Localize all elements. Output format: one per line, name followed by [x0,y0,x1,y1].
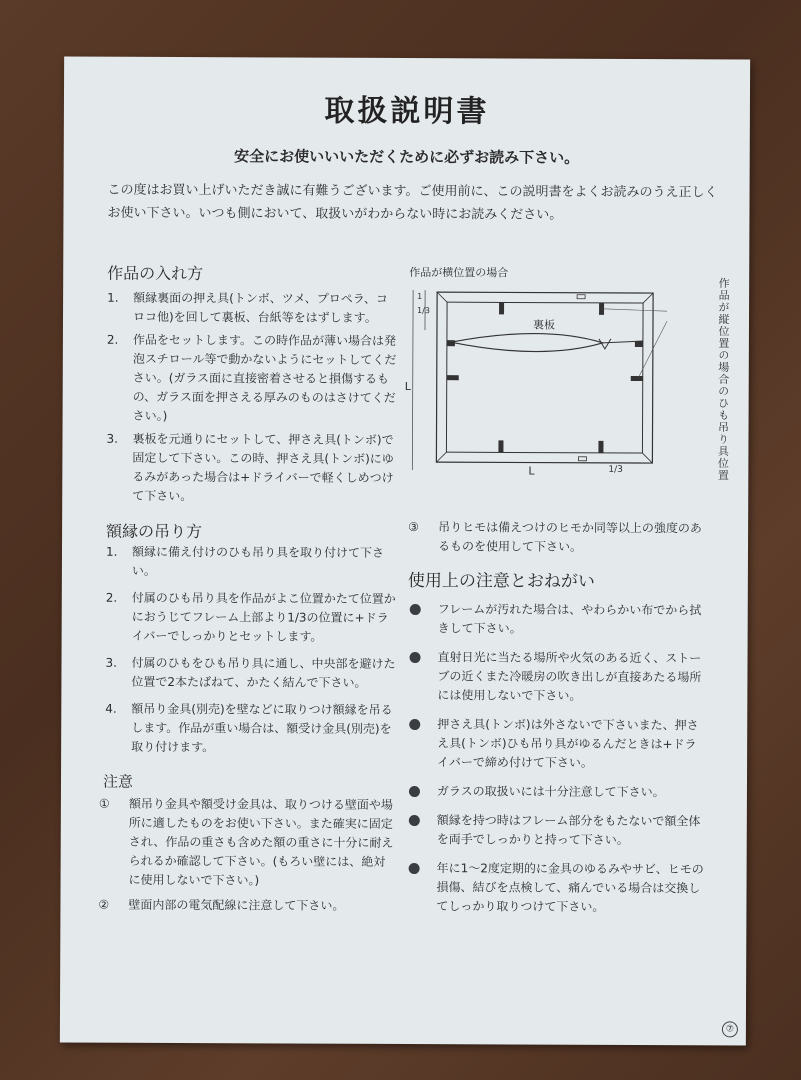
clip-icon [598,441,603,453]
usage-notes-list [406,600,707,927]
caution-heading: 注意 [102,772,134,791]
back-board-label: 裏板 [532,318,556,332]
hanger-icon [635,341,643,347]
dimension-line-left [412,290,413,470]
step-number: 4. [105,701,117,716]
clip-icon [447,375,459,380]
caution-number: ① [98,796,110,811]
step-number: 1. [107,290,119,305]
document-title: 取扱説明書 [324,93,490,130]
step-text: 額吊り金具(別売)を壁などに取りつけ額縁を吊るします。作品が重い場合は、額受け金具(別売)を取り付けます。 [131,701,393,755]
section-heading-insert: 作品の入れ方 [107,263,204,284]
step-text: 額縁裏面の押え具(トンボ、ツメ、プロペラ、コロコ他)を回して裏板、台紙等をはずします。 [132,290,388,325]
step-text: 付属のひも吊り具を作品がよこ位置かたて位置かにおうじてフレーム上部より1/3の位置に+ドライバーでしっかりとセットします。 [131,590,396,644]
note-text: フレームが汚れた場合は、やわらかい布でから拭きして下さい。 [437,602,702,636]
bullet-icon [409,863,420,874]
list-item [407,648,707,706]
list-item [407,782,707,802]
section-heading-usage: 使用上の注意とおねがい [407,571,595,592]
diagram-caption: 作品が横位置の場合 [409,266,509,280]
note-text: 押さえ具(トンボ)は外さないで下さいまた、押さえ具(トンボ)ひも吊り具がゆるんだときは+ドライバーで締め付けて下さい。 [437,717,699,770]
list-item [407,715,707,773]
caution-text: 壁面内部の電気配線に注意して下さい。 [128,897,345,913]
step-number: 1. [105,544,118,559]
page-mark: ⑦ [722,1021,738,1037]
caution-list [98,795,395,920]
list-item [107,331,397,427]
clip-icon [498,440,503,452]
insert-steps-list [106,289,397,511]
document-subtitle: 安全にお使いいいただくために必ずお読み下さい。 [234,147,580,167]
bullet-icon [410,652,421,663]
note-text: 直射日光に当たる場所や火気のある近く、ストーブの近くまた冷暖房の吹き出しが直接あたる場所には使用しないで下さい。 [437,650,702,703]
dimension-label-left: L [404,379,411,394]
list-item [408,600,708,639]
bullet-icon [409,786,420,797]
hanging-steps-list [105,543,396,762]
frame-diagram [402,264,703,485]
caution-text: 吊りヒモは備えつけのヒモか同等以上の強度のあるものを使用して下さい。 [437,520,702,554]
list-item [408,518,708,557]
instruction-sheet [60,57,750,1046]
caution-text: 額吊り金具や額受け金具は、取りつける壁面や場所に適したものをお使い下さい。また確実に固定され、作品の重さも含めた額の重さに十分に耐えられるか確認して下さい。(もろい壁には、絶対に使用しないで下さい。) [128,796,394,888]
list-item [406,859,706,917]
list-item [105,654,395,693]
frame-diagram-drawing [402,280,683,481]
bullet-icon [410,604,421,615]
intro-paragraph: この度はお買い上げいただき誠に有難うございます。ご使用前に、この説明書をよくお読みのうえ正しくお使い下さい。いつも側において、取扱いがわからない時にお読みください。 [107,182,718,223]
step-number: 2. [106,332,119,347]
section-heading-hanging: 額縁の吊り方 [106,521,203,542]
list-item [106,543,396,582]
list-item [98,896,394,916]
clip-icon [499,302,504,314]
caution-list-continued [408,518,708,561]
list-item [99,795,395,891]
list-item [106,589,396,647]
step-text: 額縁に備え付けのひも吊り具を取り付けて下さい。 [131,544,385,578]
dimension-label-bottom-third: 1/3 [608,464,623,475]
step-text: 付属のひもをひも吊り具に通し、中央部を避けた位置で2本たばねて、かたく結んで下さい。 [131,655,396,690]
dimension-label-bottom: L [528,464,535,478]
bullet-icon [409,719,420,730]
list-item [107,289,397,328]
step-text: 裏板を元通りにセットして、押さえ具(トンボ)で固定して下さい。この時、押さえ具(トンボ)にゆるみがあった場合は+ドライバーで軽くしめつけて下さい。 [132,431,394,504]
step-text: 作品をセットします。この時作品が薄い場合は発泡スチロール等で動かないようにセットしてください。(ガラス面に直接密着させると損傷するもの、ガラス面を押さえる厚みのものはさけてください。) [132,332,397,423]
list-item [105,700,395,758]
step-number: 3. [106,431,118,446]
caution-number: ③ [408,520,419,535]
dimension-label-third: 1/3 [417,306,430,316]
hanger-icon [447,340,455,346]
list-item [106,430,396,507]
vertical-caption: 作品が縦位置の場合のひも吊り具位置 [716,277,731,482]
note-text: 額縁を持つ時はフレーム部分をもたないで額全体を両手でしっかりと持って下さい。 [436,813,701,847]
bullet-icon [409,815,420,826]
caution-number: ② [98,897,110,912]
dimension-label-third-top: 1 [417,292,423,302]
note-text: 年に1～2度定期的に金具のゆるみやサビ、ヒモの損傷、結びを点検して、痛んでいる場合は交換してしっかり取りつけて下さい。 [436,861,704,914]
step-number: 2. [105,590,118,605]
list-item [407,811,707,850]
step-number: 3. [105,655,117,670]
clip-icon [631,376,643,381]
note-text: ガラスの取扱いには十分注意して下さい。 [436,784,665,800]
